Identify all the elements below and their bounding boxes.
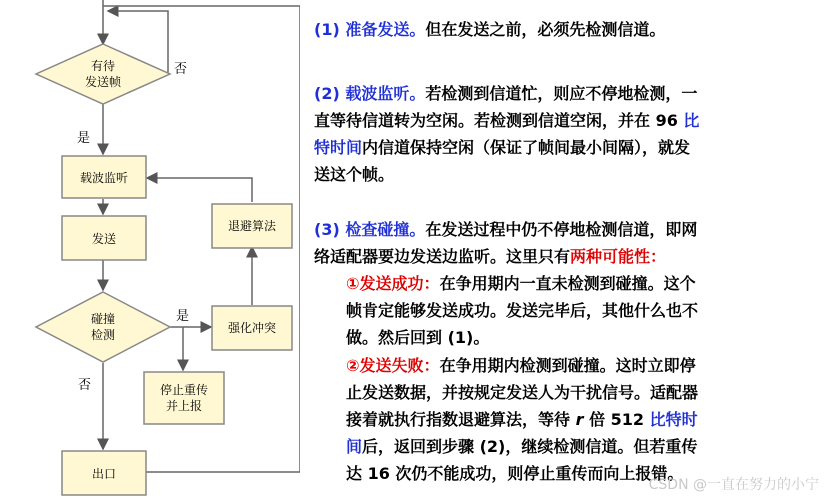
- case2-line2: 止发送数据，并按规定发送人为干扰信号。适配器: [346, 383, 699, 402]
- step2-line2: 直等待信道转为空闲。若检测到信道空闲，并在 96: [314, 111, 678, 130]
- step3-line2: 络适配器要边发送边监听。这里只有: [314, 247, 571, 266]
- case2-line3: 接着就执行指数退避算法，等待: [346, 410, 571, 429]
- wait-yes-label: 是: [77, 131, 91, 146]
- step3-heading: 检查碰撞。: [345, 220, 426, 239]
- case1-line1: 在争用期内一直未检测到碰撞。这个: [439, 274, 696, 293]
- case1-line2: 帧肯定能够发送成功。发送完毕后，其他什么也不: [346, 301, 699, 320]
- case1-heading: ①发送成功：: [346, 274, 440, 293]
- step1-paragraph: [314, 16, 665, 43]
- step2-line1: 若检测到信道忙，则应不停地检测，一: [425, 84, 698, 103]
- node-text-line: 停止重传: [159, 383, 209, 397]
- carrier-sense-text: 载波监听: [79, 171, 129, 185]
- step3-line2-red: 两种可能性：: [570, 247, 667, 266]
- case1-paragraph: [346, 270, 826, 351]
- step3-number: (3): [314, 220, 340, 239]
- case2-paragraph: [346, 352, 826, 487]
- case2-line5: 达 16 次仍不能成功，则停止重传而向上报错。: [346, 464, 684, 483]
- send-text: 发送: [91, 232, 117, 246]
- detect-no-label: 否: [78, 378, 92, 393]
- detect-yes-label: 是: [176, 309, 190, 324]
- node-text-line: 检测: [90, 328, 116, 342]
- watermark: CSDN @一直在努力的小宁: [648, 477, 819, 493]
- send-box: [62, 216, 146, 260]
- step2-line3-blue: 特时间: [314, 138, 363, 157]
- wait-frame-diamond: [36, 44, 170, 104]
- step2-line4: 送这个帧。: [314, 165, 395, 184]
- carrier-sense-box: [62, 156, 146, 198]
- connector-backoff-listen: [147, 178, 252, 202]
- case2-line3-r: r: [575, 410, 584, 429]
- step2-line3: 内信道保持空闲（保证了帧间最小间隔），就发: [362, 138, 691, 157]
- node-text-line: 发送帧: [84, 75, 122, 89]
- step1-number: (1): [314, 20, 340, 39]
- node-text-line: 有待: [90, 59, 116, 73]
- flowchart: [0, 0, 300, 500]
- case2-line4: 后，返回到步骤 (2)，继续检测信道。但若重传: [362, 437, 698, 456]
- case2-line3-b: 倍 512: [589, 410, 645, 429]
- backoff-box: [212, 204, 292, 248]
- step3-line1: 在发送过程中仍不停地检测信道，即网: [425, 220, 698, 239]
- exit-box: [62, 451, 146, 495]
- collision-detect-diamond: [36, 292, 170, 362]
- backoff-text: 退避算法: [227, 219, 277, 233]
- case1-line3: 做。然后回到 (1)。: [346, 328, 490, 347]
- case2-line4-blue: 间: [346, 437, 363, 456]
- case2-line3-blue: 比特时: [649, 410, 698, 429]
- step2-number: (2): [314, 84, 340, 103]
- node-text-line: 碰撞: [90, 312, 116, 326]
- jam-text: 强化冲突: [227, 321, 277, 335]
- step2-line2-blue: 比: [683, 111, 700, 130]
- step1-heading: 准备发送。: [345, 20, 426, 39]
- step1-body: 但在发送之前，必须先检测信道。: [425, 20, 666, 39]
- node-text-line: 并上报: [165, 399, 203, 413]
- exit-text: 出口: [91, 467, 117, 481]
- stop-retransmit-box: [144, 372, 224, 424]
- jam-box: [212, 306, 292, 350]
- wait-no-label: 否: [174, 62, 188, 77]
- case2-heading: ②发送失败：: [346, 356, 440, 375]
- case2-line1: 在争用期内检测到碰撞。这时立即停: [439, 356, 696, 375]
- step2-paragraph: [314, 80, 824, 188]
- step3-paragraph: [314, 216, 824, 270]
- step2-heading: 载波监听。: [345, 84, 426, 103]
